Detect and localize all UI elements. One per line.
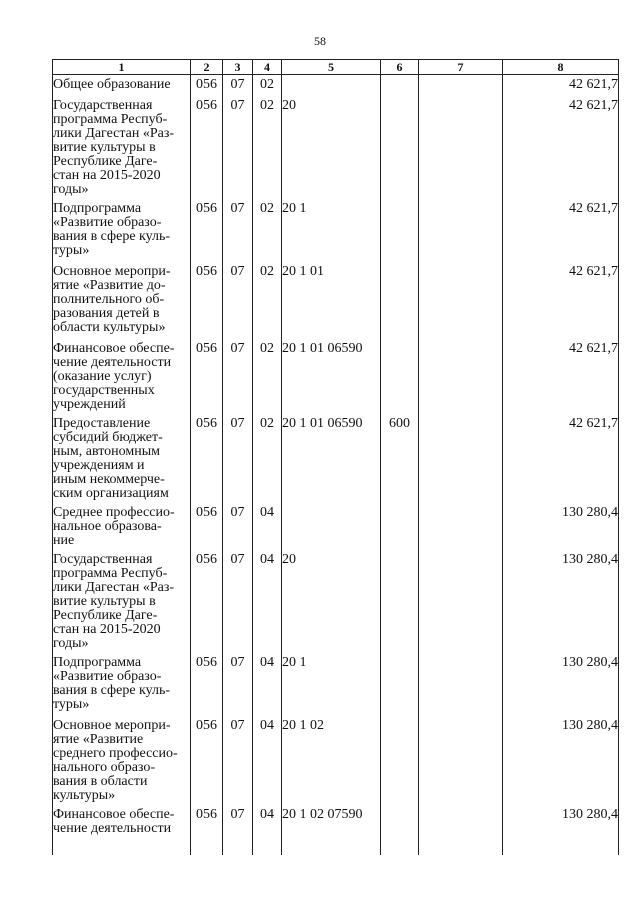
- column-7-value: [419, 414, 502, 417]
- table-row: [53, 75, 619, 96]
- table-row: [53, 199, 619, 262]
- ministry-code-value: 056: [196, 504, 217, 520]
- section-code-cell: [223, 339, 253, 414]
- subsection-code-value: 02: [260, 263, 274, 279]
- description-line: Основное меропри-: [53, 717, 171, 733]
- expense-type-code-value: [381, 339, 418, 342]
- target-item-code-cell: [282, 503, 381, 550]
- page-number: 58: [314, 34, 326, 48]
- description-line: Подпрограмма: [53, 200, 142, 216]
- section-code-cell: [223, 805, 253, 855]
- column-header: 8: [503, 60, 619, 75]
- subsection-code-value: 04: [260, 504, 274, 520]
- target-item-code-value: 20 1 02: [282, 717, 324, 733]
- column-header: 2: [191, 60, 223, 75]
- amount-cell: [503, 96, 619, 199]
- amount-value: 130 280,4: [562, 717, 618, 733]
- row-description: [53, 503, 191, 550]
- amount-value: 42 621,7: [569, 200, 618, 216]
- description-line: ятие «Развитие: [53, 731, 144, 747]
- subsection-code-cell: [253, 339, 282, 414]
- description-line: культуры»: [53, 787, 116, 803]
- subsection-code-cell: [253, 262, 282, 339]
- expense-type-code-cell: [381, 75, 419, 96]
- description-line: стан на 2015-2020: [53, 167, 161, 183]
- section-code-cell: [223, 75, 253, 96]
- description-line: Республике Даге-: [53, 153, 158, 169]
- ministry-code-cell: [191, 75, 223, 96]
- ministry-code-cell: [191, 96, 223, 199]
- row-description: [53, 199, 191, 262]
- row-description: [53, 339, 191, 414]
- expense-type-code-value: [381, 262, 418, 265]
- target-item-code-cell: [282, 262, 381, 339]
- description-line: субсидий бюджет-: [53, 429, 163, 445]
- description-line: Основное меропри-: [53, 263, 171, 279]
- section-code-value: 07: [230, 654, 245, 670]
- subsection-code-cell: [253, 503, 282, 550]
- column-header: 3: [223, 60, 253, 75]
- ministry-code-value: 056: [196, 806, 217, 822]
- subsection-code-cell: [253, 805, 282, 855]
- description-line: разования детей в: [53, 305, 160, 321]
- amount-value: 42 621,7: [569, 340, 618, 356]
- description-line: Предоставление: [53, 415, 151, 431]
- column-header: 7: [419, 60, 503, 75]
- description-line: туры»: [53, 242, 90, 258]
- expense-type-code-cell: [381, 653, 419, 716]
- ministry-code-cell: [191, 550, 223, 653]
- amount-cell: [503, 199, 619, 262]
- column-7-cell: [419, 550, 503, 653]
- description-line: иным некоммерче-: [53, 471, 165, 487]
- row-description: [53, 414, 191, 503]
- description-line: вания в сфере куль-: [53, 228, 171, 244]
- description-line: «Развитие образо-: [53, 668, 162, 684]
- target-item-code-value: 20: [282, 97, 296, 113]
- column-7-value: [419, 503, 502, 506]
- expense-type-code-cell: [381, 339, 419, 414]
- description-line: Среднее профессио-: [53, 504, 175, 520]
- target-item-code-value: 20 1: [282, 654, 307, 670]
- column-7-value: [419, 75, 502, 78]
- description-line: ятие «Развитие до-: [53, 277, 166, 293]
- column-header: 1: [53, 60, 191, 75]
- target-item-code-value: [282, 503, 380, 506]
- description-line: ским организациям: [53, 485, 169, 501]
- table-row: [53, 805, 619, 855]
- subsection-code-cell: [253, 653, 282, 716]
- description-line: чение деятельности: [53, 354, 172, 370]
- target-item-code-value: 20: [282, 551, 296, 567]
- budget-table: [52, 59, 619, 855]
- amount-value: 42 621,7: [569, 263, 618, 279]
- target-item-code-value: 20 1 01: [282, 263, 324, 279]
- column-7-cell: [419, 96, 503, 199]
- column-header: 5: [282, 60, 381, 75]
- row-description: [53, 550, 191, 653]
- column-7-cell: [419, 339, 503, 414]
- table-row: [53, 653, 619, 716]
- column-7-value: [419, 339, 502, 342]
- amount-cell: [503, 805, 619, 855]
- subsection-code-cell: [253, 75, 282, 96]
- expense-type-code-value: [381, 199, 418, 202]
- ministry-code-cell: [191, 503, 223, 550]
- description-line: (оказание услуг): [53, 368, 152, 384]
- section-code-cell: [223, 550, 253, 653]
- amount-value: 42 621,7: [569, 415, 618, 431]
- description-line: годы»: [53, 635, 89, 651]
- target-item-code-value: 20 1 01 06590: [282, 415, 363, 431]
- subsection-code-cell: [253, 716, 282, 805]
- ministry-code-cell: [191, 262, 223, 339]
- column-7-cell: [419, 262, 503, 339]
- amount-value: 42 621,7: [569, 77, 618, 92]
- column-7-value: [419, 96, 502, 99]
- amount-cell: [503, 653, 619, 716]
- description-line: полнительного об-: [53, 291, 165, 307]
- description-line: витие культуры в: [53, 593, 156, 609]
- section-code-value: 07: [230, 200, 245, 216]
- section-code-cell: [223, 503, 253, 550]
- amount-value: 130 280,4: [562, 551, 618, 567]
- description-line: стан на 2015-2020: [53, 621, 161, 637]
- expense-type-code-cell: [381, 550, 419, 653]
- description-line: Государственная: [53, 551, 153, 567]
- column-7-value: [419, 199, 502, 202]
- table-body: [53, 75, 619, 855]
- column-7-value: [419, 805, 502, 808]
- ministry-code-cell: [191, 414, 223, 503]
- subsection-code-value: 04: [260, 806, 274, 822]
- row-description: [53, 262, 191, 339]
- expense-type-code-value: [381, 716, 418, 719]
- amount-cell: [503, 414, 619, 503]
- subsection-code-value: 02: [260, 415, 274, 431]
- target-item-code-cell: [282, 96, 381, 199]
- table-row: [53, 414, 619, 503]
- column-7-value: [419, 262, 502, 265]
- description-line: витие культуры в: [53, 139, 156, 155]
- description-line: среднего профессио-: [53, 745, 178, 761]
- amount-value: 130 280,4: [562, 504, 618, 520]
- row-description: [53, 716, 191, 805]
- description-line: Финансовое обеспе-: [53, 340, 175, 356]
- description-line: Общее образование: [53, 77, 171, 92]
- row-description: [53, 653, 191, 716]
- ministry-code-value: 056: [196, 654, 217, 670]
- row-description: [53, 96, 191, 199]
- table-row: [53, 550, 619, 653]
- table-row: [53, 262, 619, 339]
- subsection-code-value: 02: [260, 200, 274, 216]
- ministry-code-value: 056: [196, 340, 217, 356]
- amount-cell: [503, 262, 619, 339]
- column-7-cell: [419, 503, 503, 550]
- description-line: учреждениям и: [53, 457, 145, 473]
- description-line: нального образо-: [53, 759, 156, 775]
- target-item-code-cell: [282, 199, 381, 262]
- expense-type-code-value: [381, 805, 418, 808]
- subsection-code-value: 04: [260, 654, 274, 670]
- section-code-value: 07: [230, 97, 245, 113]
- column-7-cell: [419, 653, 503, 716]
- section-code-cell: [223, 414, 253, 503]
- expense-type-code-cell: [381, 262, 419, 339]
- column-header: 4: [253, 60, 282, 75]
- section-code-cell: [223, 262, 253, 339]
- description-line: вания в сфере куль-: [53, 682, 171, 698]
- ministry-code-value: 056: [196, 263, 217, 279]
- ministry-code-cell: [191, 716, 223, 805]
- column-7-value: [419, 550, 502, 553]
- subsection-code-cell: [253, 414, 282, 503]
- subsection-code-value: 02: [260, 97, 274, 113]
- column-7-cell: [419, 75, 503, 96]
- table-header-row: [53, 60, 619, 75]
- target-item-code-cell: [282, 805, 381, 855]
- subsection-code-cell: [253, 199, 282, 262]
- ministry-code-value: 056: [196, 77, 217, 92]
- target-item-code-cell: [282, 653, 381, 716]
- subsection-code-cell: [253, 96, 282, 199]
- description-line: туры»: [53, 696, 90, 712]
- description-line: чение деятельности: [53, 820, 172, 836]
- target-item-code-cell: [282, 716, 381, 805]
- description-line: лики Дагестан «Раз-: [53, 579, 175, 595]
- ministry-code-cell: [191, 339, 223, 414]
- target-item-code-value: [282, 75, 380, 78]
- section-code-cell: [223, 716, 253, 805]
- description-line: области культуры»: [53, 319, 166, 335]
- column-7-cell: [419, 199, 503, 262]
- column-7-value: [419, 716, 502, 719]
- amount-value: 42 621,7: [569, 97, 618, 113]
- amount-cell: [503, 75, 619, 96]
- section-code-value: 07: [230, 717, 245, 733]
- description-line: программа Респуб-: [53, 565, 168, 581]
- expense-type-code-cell: [381, 96, 419, 199]
- expense-type-code-cell: [381, 199, 419, 262]
- description-line: учреждений: [53, 396, 126, 412]
- target-item-code-cell: [282, 75, 381, 96]
- target-item-code-value: 20 1 02 07590: [282, 806, 363, 822]
- amount-value: 130 280,4: [562, 806, 618, 822]
- subsection-code-value: 02: [260, 340, 274, 356]
- table-row: [53, 716, 619, 805]
- column-7-cell: [419, 716, 503, 805]
- target-item-code-value: 20 1: [282, 200, 307, 216]
- target-item-code-cell: [282, 550, 381, 653]
- section-code-cell: [223, 96, 253, 199]
- table-row: [53, 339, 619, 414]
- description-line: государственных: [53, 382, 155, 398]
- subsection-code-value: 04: [260, 551, 274, 567]
- description-line: ние: [53, 532, 75, 548]
- description-line: Государственная: [53, 97, 153, 113]
- amount-cell: [503, 503, 619, 550]
- ministry-code-value: 056: [196, 97, 217, 113]
- amount-cell: [503, 550, 619, 653]
- description-line: Подпрограмма: [53, 654, 142, 670]
- description-line: ным, автономным: [53, 443, 161, 459]
- expense-type-code-value: [381, 550, 418, 553]
- amount-value: 130 280,4: [562, 654, 618, 670]
- table-row: [53, 96, 619, 199]
- subsection-code-value: 04: [260, 717, 274, 733]
- description-line: вания в области: [53, 773, 148, 789]
- description-line: «Развитие образо-: [53, 214, 162, 230]
- subsection-code-value: 02: [260, 77, 274, 92]
- column-7-value: [419, 653, 502, 656]
- ministry-code-cell: [191, 199, 223, 262]
- section-code-value: 07: [230, 340, 245, 356]
- expense-type-code-value: 600: [389, 415, 410, 431]
- ministry-code-cell: [191, 653, 223, 716]
- section-code-value: 07: [230, 263, 245, 279]
- target-item-code-cell: [282, 414, 381, 503]
- target-item-code-cell: [282, 339, 381, 414]
- expense-type-code-value: [381, 96, 418, 99]
- expense-type-code-value: [381, 653, 418, 656]
- row-description: [53, 75, 191, 96]
- table-row: [53, 503, 619, 550]
- ministry-code-value: 056: [196, 200, 217, 216]
- description-line: лики Дагестан «Раз-: [53, 125, 175, 141]
- expense-type-code-cell: [381, 503, 419, 550]
- row-description: [53, 805, 191, 855]
- column-header: 6: [381, 60, 419, 75]
- expense-type-code-value: [381, 75, 418, 78]
- description-line: нальное образова-: [53, 518, 162, 534]
- amount-cell: [503, 339, 619, 414]
- section-code-cell: [223, 653, 253, 716]
- section-code-value: 07: [230, 504, 245, 520]
- expense-type-code-cell: [381, 805, 419, 855]
- ministry-code-value: 056: [196, 717, 217, 733]
- description-line: годы»: [53, 181, 89, 197]
- expense-type-code-value: [381, 503, 418, 506]
- section-code-cell: [223, 199, 253, 262]
- section-code-value: 07: [230, 551, 245, 567]
- target-item-code-value: 20 1 01 06590: [282, 340, 363, 356]
- subsection-code-cell: [253, 550, 282, 653]
- ministry-code-cell: [191, 805, 223, 855]
- column-7-cell: [419, 414, 503, 503]
- description-line: Финансовое обеспе-: [53, 806, 175, 822]
- section-code-value: 07: [230, 77, 245, 92]
- column-7-cell: [419, 805, 503, 855]
- ministry-code-value: 056: [196, 551, 217, 567]
- expense-type-code-cell: [381, 414, 419, 503]
- description-line: программа Респуб-: [53, 111, 168, 127]
- amount-cell: [503, 716, 619, 805]
- section-code-value: 07: [230, 806, 245, 822]
- expense-type-code-cell: [381, 716, 419, 805]
- description-line: Республике Даге-: [53, 607, 158, 623]
- ministry-code-value: 056: [196, 415, 217, 431]
- section-code-value: 07: [230, 415, 245, 431]
